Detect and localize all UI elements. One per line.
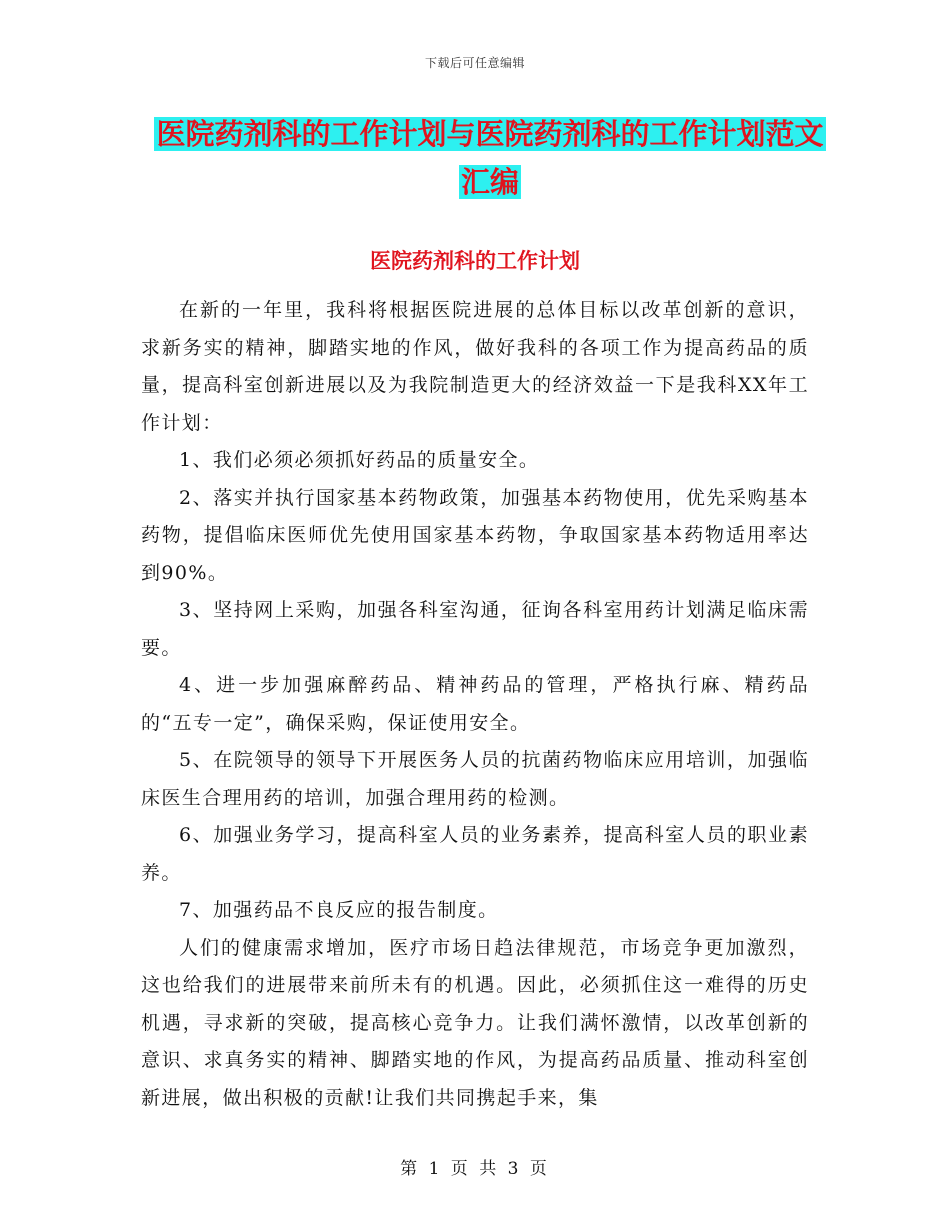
document-title [140, 110, 840, 206]
paragraph-item-3: 3、坚持网上采购，加强各科室沟通，征询各科室用药计划满足临床需要。 [141, 599, 809, 659]
paragraph-item-6: 6、加强业务学习，提高科室人员的业务素养，提高科室人员的职业素养。 [141, 824, 809, 884]
body-text [141, 292, 809, 1117]
paragraph-item-7: 7、加强药品不良反应的报告制度。 [179, 899, 499, 921]
document-title-line1: 医院药剂科的工作计划与医院药剂科的工作计划范文 [156, 117, 824, 151]
paragraph-item-4: 4、进一步加强麻醉药品、精神药品的管理，严格执行麻、精药品的“五专一定”，确保采购，保证使用安全。 [141, 674, 809, 734]
header-note: 下载后可任意编辑 [424, 56, 525, 70]
paragraph-item-5: 5、在院领导的领导下开展医务人员的抗菌药物临床应用培训，加强临床医生合理用药的培训，加强合理用药的检测。 [141, 749, 809, 809]
page-number-footer: 第 1 页 共 3 页 [400, 1159, 550, 1179]
paragraph-item-2: 2、落实并执行国家基本药物政策，加强基本药物使用，优先采购基本药物，提倡临床医师优先使用国家基本药物，争取国家基本药物适用率达到90%。 [141, 486, 809, 584]
section-heading: 医院药剂科的工作计划 [370, 248, 580, 273]
document-title-line2: 汇编 [460, 165, 519, 199]
paragraph-closing: 人们的健康需求增加，医疗市场日趋法律规范，市场竞争更加激烈，这也给我们的进展带来前所未有的机遇。因此，必须抓住这一难得的历史机遇，寻求新的突破，提高核心竞争力。让我们满怀激情，以改革创新的意识、求真务实的精神、脚踏实地的作风，为提高药品质量、推动科室创新进展，做出积极的贡献!让我们共同携起手来，集 [141, 936, 809, 1109]
paragraph-item-1: 1、我们必须必须抓好药品的质量安全。 [179, 449, 540, 471]
paragraph-intro: 在新的一年里，我科将根据医院进展的总体目标以改革创新的意识，求新务实的精神，脚踏实地的作风，做好我科的各项工作为提高药品的质量，提高科室创新进展以及为我院制造更大的经济效益一下是我科XX年工作计划： [141, 299, 809, 434]
